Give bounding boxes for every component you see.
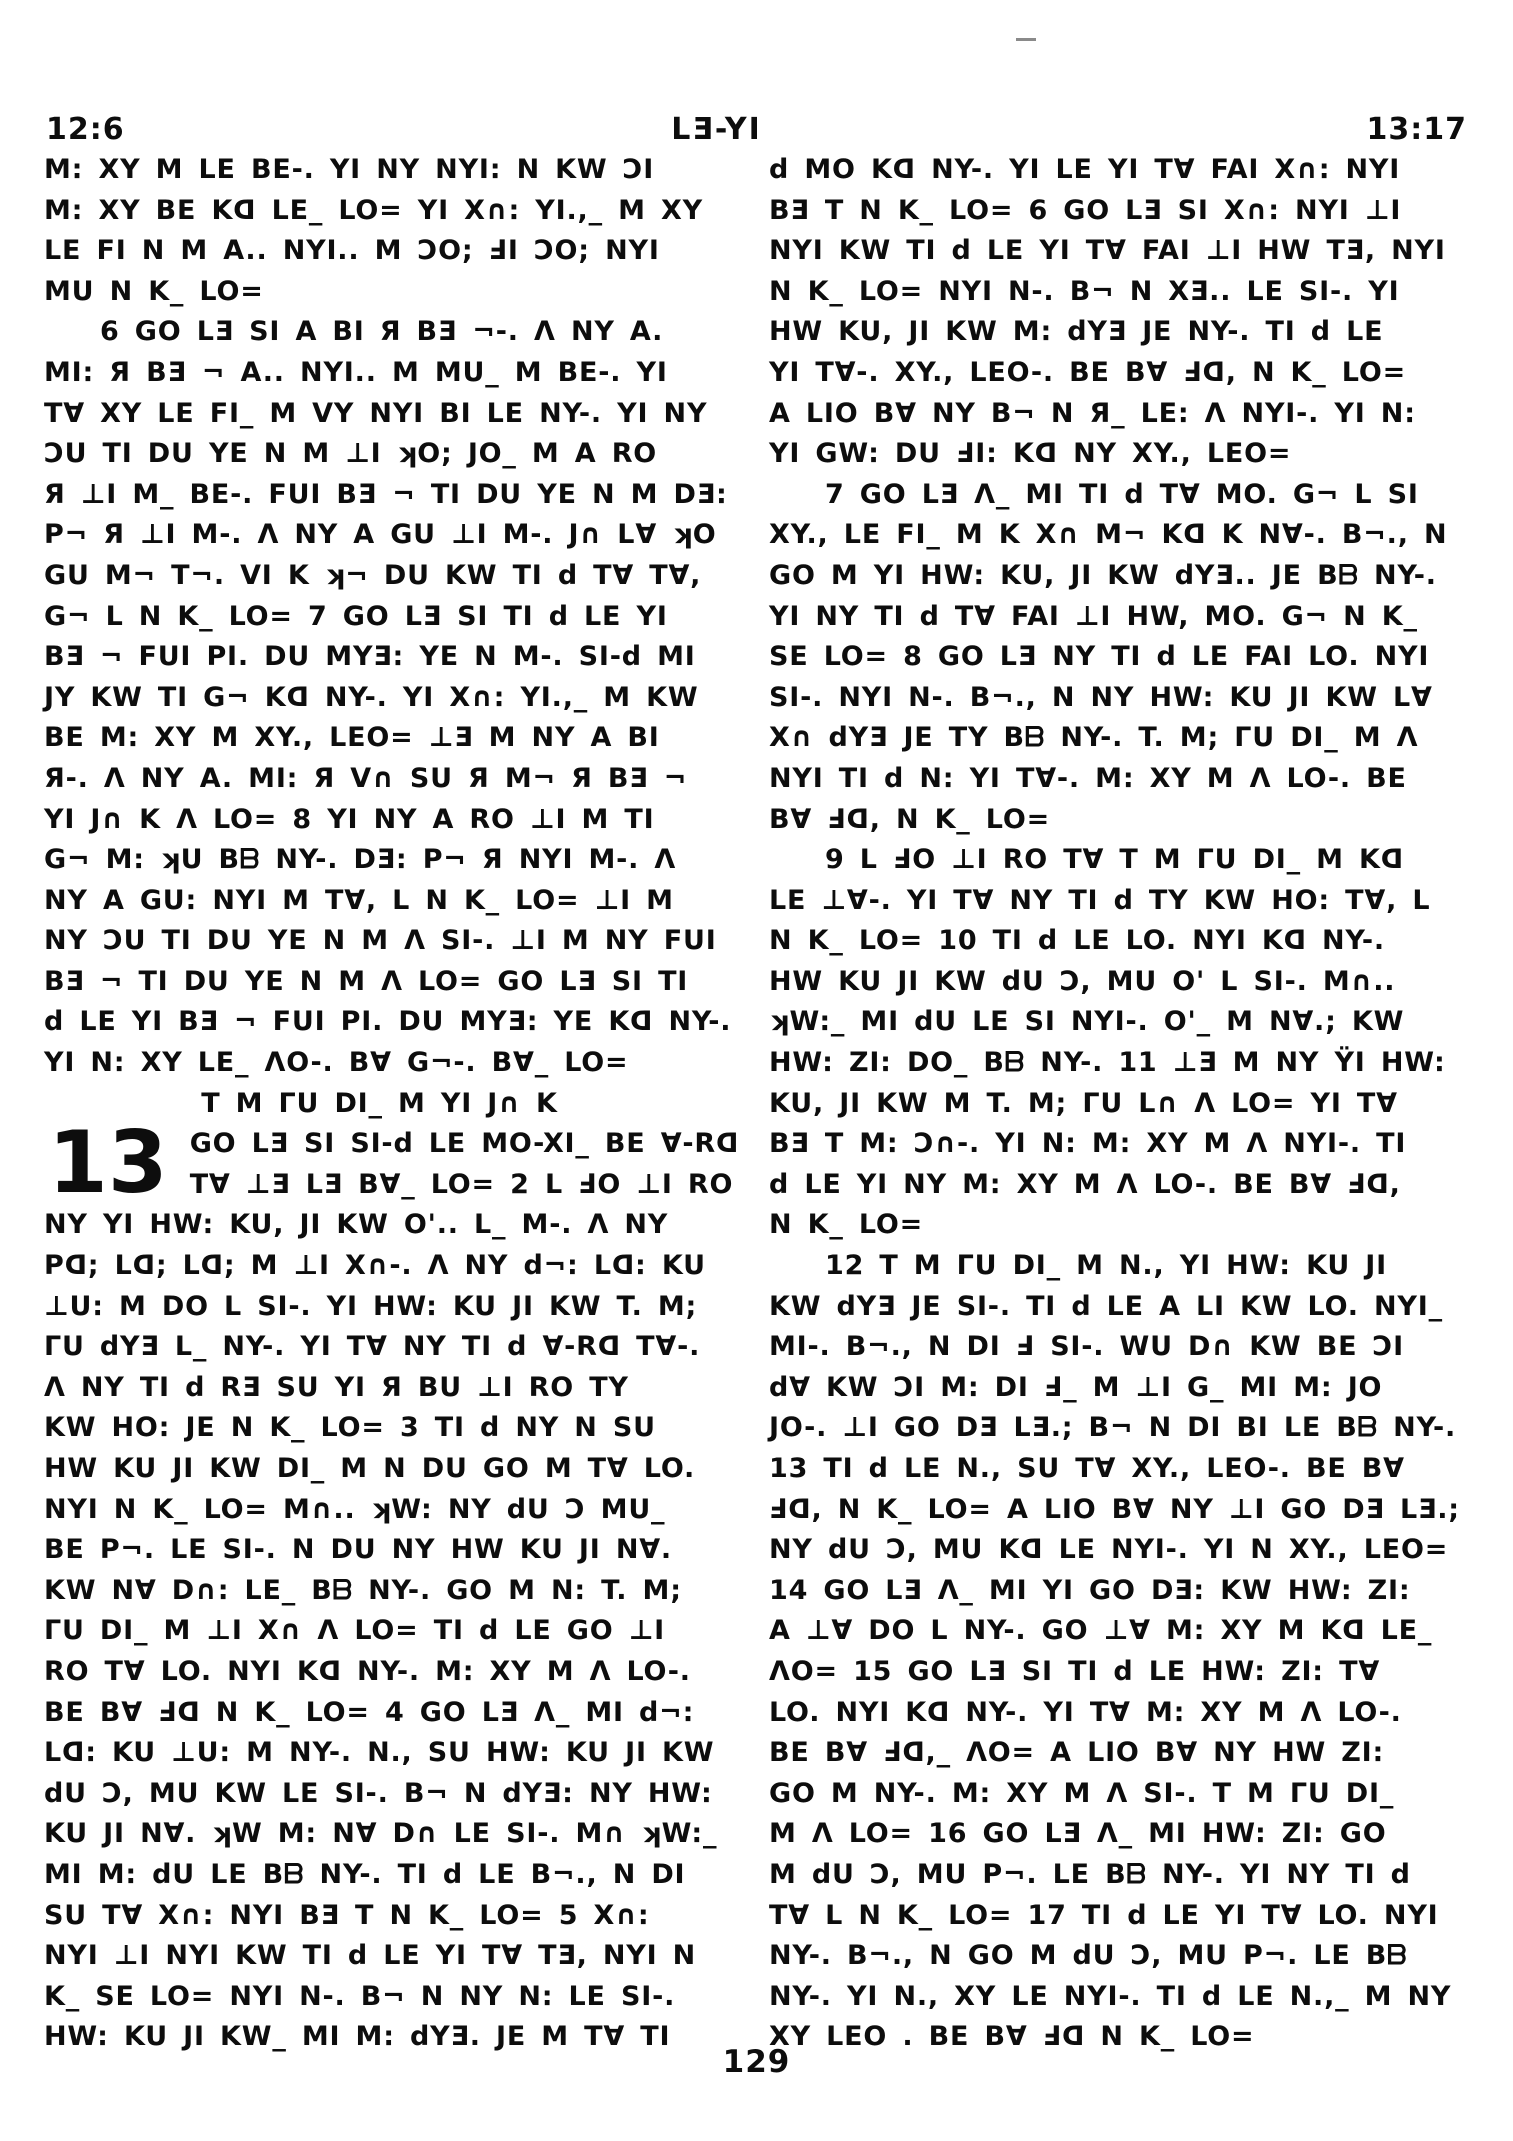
text-line: LE ⊥∀-. YI T∀ NY TI d TY KW HO: T∀, L: [769, 884, 1431, 916]
left-column: [44, 150, 745, 2058]
text-line: YI GW: DU ℲI: Kᗡ NY XY., LEO=: [769, 438, 1292, 470]
section-heading: T M ΓU DI_ M YI J∩ K: [201, 1087, 558, 1119]
text-line: HW KU JI KW dU Ɔ, MU O' L SI-. M∩..: [769, 965, 1396, 997]
text-line: M Λ LO= 16 GO LƎ Λ_ MI HW: ZI: GO: [769, 1818, 1387, 1850]
text-line: RO T∀ LO. NYI Kᗡ NY-. M: XY M Λ LO-.: [44, 1655, 691, 1687]
text-line: BƎ T M: Ɔ∩-. YI N: M: XY M Λ NYI-. TI: [769, 1128, 1407, 1160]
text-line: P¬ Я ⊥I M-. Λ NY A GU ⊥I M-. J∩ L∀ ʞO: [44, 519, 717, 551]
text-line: MI M: dU LE Bᗷ NY-. TI d LE B¬., N DI: [44, 1858, 686, 1890]
book-title: LƎ-YI: [671, 112, 762, 147]
text-line: N K_ LO= 10 TI d LE LO. NYI Kᗡ NY-.: [769, 925, 1385, 957]
text-line: MI-. B¬., N DI Ⅎ SI-. WU D∩ KW BE ƆI: [769, 1331, 1404, 1363]
text-line: 13 TI d LE N., SU T∀ XY., LEO-. BE B∀: [769, 1453, 1405, 1484]
text-line: Ⅎᗡ, N K_ LO= A LIO B∀ NY ⊥I GO DƎ LƎ.;: [769, 1493, 1460, 1525]
text-line: 6 GO LƎ SI A BI Я BƎ ¬-. Λ NY A.: [100, 316, 664, 348]
text-line: NY-. YI N., XY LE NYI-. TI d LE N.,_ M NY: [769, 1980, 1452, 2012]
text-line: A ⊥∀ DO L NY-. GO ⊥∀ M: XY M Kᗡ LE_: [769, 1615, 1433, 1647]
text-line: HW: ZI: DO_ Bᗷ NY-. 11 ⊥Ǝ M NY ŸI HW:: [769, 1047, 1446, 1079]
text-line: 9 L ℲO ⊥I RO T∀ T M ΓU DI_ M Kᗡ: [825, 844, 1404, 876]
text-line: 12 T M ΓU DI_ M N., YI HW: KU JI: [825, 1250, 1387, 1282]
left-column-upper-lines: [44, 150, 745, 1124]
text-line: NYI TI d N: YI T∀-. M: XY M Λ LO-. BE: [769, 762, 1407, 794]
text-line: M: XY BE Kᗡ LE_ LO= YI X∩: YI.,_ M XY: [44, 194, 703, 226]
text-line: LE FI N M A.. NYI.. M ƆO; ℲI ƆO; NYI: [44, 235, 660, 267]
text-line: ΓU DI_ M ⊥I X∩ Λ LO= TI d LE GO ⊥I: [44, 1615, 666, 1647]
text-line: Я ⊥I M_ BE-. FUI BƎ ¬ TI DU YE N M DƎ:: [44, 478, 728, 510]
header-left-reference: 12:6: [46, 112, 125, 147]
text-line: GO M NY-. M: XY M Λ SI-. T M ΓU DI_: [769, 1777, 1395, 1809]
text-line: K_ SE LO= NYI N-. B¬ N NY N: LE SI-.: [44, 1980, 676, 2012]
text-line: GU M¬ T¬. VI K ʞ¬ DU KW TI d T∀ T∀,: [44, 559, 702, 591]
text-line: KW dYƎ JE SI-. TI d LE A LI KW LO. NYI_: [769, 1290, 1443, 1322]
text-line: MU N K_ LO=: [44, 275, 264, 307]
text-line: YI N: XY LE_ ΛO-. B∀ G¬-. B∀_ LO=: [44, 1047, 629, 1079]
text-line: XY., LE FI_ M K X∩ M¬ Kᗡ K N∀-. B¬., N: [769, 519, 1448, 551]
text-line: d MO Kᗡ NY-. YI LE YI T∀ FAI X∩: NYI: [769, 154, 1401, 185]
page-number: 129: [722, 2044, 791, 2080]
text-line: NYI KW TI d LE YI T∀ FAI ⊥I HW TƎ, NYI: [769, 235, 1446, 267]
text-line: ʞW:_ MI dU LE SI NYI-. O'_ M N∀.; KW: [769, 1006, 1405, 1038]
text-line: Lᗡ: KU ⊥U: M NY-. N., SU HW: KU JI KW: [44, 1737, 715, 1769]
text-line: BƎ ¬ TI DU YE N M Λ LO= GO LƎ SI TI: [44, 965, 689, 997]
text-line: N K_ LO=: [769, 1209, 924, 1241]
text-line: SU T∀ X∩: NYI BƎ T N K_ LO= 5 X∩:: [44, 1899, 650, 1931]
text-line: YI NY TI d T∀ FAI ⊥I HW, MO. G¬ N K_: [769, 600, 1418, 632]
text-line: B∀ Ⅎᗡ, N K_ LO=: [769, 803, 1051, 835]
text-line: BE M: XY M XY., LEO= ⊥Ǝ M NY A BI: [44, 722, 660, 754]
text-line: KU JI N∀. ʞW M: N∀ D∩ LE SI-. M∩ ʞW:_: [44, 1818, 718, 1850]
right-column: [769, 150, 1470, 2058]
text-line: ΛO= 15 GO LƎ SI TI d LE HW: ZI: T∀: [769, 1655, 1381, 1687]
text-line: T∀ ⊥Ǝ LƎ B∀_ LO= 2 L ℲO ⊥I RO: [189, 1168, 734, 1200]
text-line: LO. NYI Kᗡ NY-. YI T∀ M: XY M Λ LO-.: [769, 1696, 1402, 1728]
text-line: GO LƎ SI SI-d LE MO-XI_ BE ∀-Rᗡ: [189, 1128, 740, 1160]
text-line: BƎ T N K_ LO= 6 GO LƎ SI X∩: NYI ⊥I: [769, 194, 1402, 226]
text-line: KU, JI KW M T. M; ΓU L∩ Λ LO= YI T∀: [769, 1087, 1398, 1119]
text-line: T∀ XY LE FI_ M VY NYI BI LE NY-. YI NY: [44, 397, 708, 429]
text-line: YI T∀-. XY., LEO-. BE B∀ Ⅎᗡ, N K_ LO=: [769, 356, 1406, 388]
text-line: M dU Ɔ, MU P¬. LE Bᗷ NY-. YI NY TI d: [769, 1858, 1411, 1890]
text-line: ΓU dYƎ L_ NY-. YI T∀ NY TI d ∀-Rᗡ T∀-.: [44, 1331, 701, 1363]
text-line: N K_ LO= NYI N-. B¬ N XƎ.. LE SI-. YI: [769, 275, 1400, 307]
text-line: KW HO: JE N K_ LO= 3 TI d NY N SU: [44, 1412, 656, 1444]
text-line: NY-. B¬., N GO M dU Ɔ, MU P¬. LE Bᗷ: [769, 1940, 1408, 1972]
text-line: 7 GO LƎ Λ_ MI TI d T∀ MO. G¬ L SI: [825, 478, 1419, 510]
text-line: Λ NY TI d RƎ SU YI Я BU ⊥I RO TY: [44, 1371, 629, 1403]
text-line: KW N∀ D∩: LE_ Bᗷ NY-. GO M N: T. M;: [44, 1574, 682, 1606]
text-line: dU Ɔ, MU KW LE SI-. B¬ N dYƎ: NY HW:: [44, 1777, 713, 1809]
text-line: Pᗡ; Lᗡ; Lᗡ; M ⊥I X∩-. Λ NY d¬: Lᗡ: KU: [44, 1250, 706, 1282]
text-line: d∀ KW ƆI M: DI Ⅎ_ M ⊥I G_ MI M: JO: [769, 1371, 1383, 1403]
text-line: d LE YI NY M: XY M Λ LO-. BE B∀ Ⅎᗡ,: [769, 1168, 1401, 1200]
text-line: JY KW TI G¬ Kᗡ NY-. YI X∩: YI.,_ M KW: [44, 681, 699, 713]
text-line: HW: KU JI KW_ MI M: dYƎ. JE M T∀ TI: [44, 2021, 671, 2053]
left-column-lower-lines: [44, 1205, 745, 2057]
page-body: [44, 150, 1470, 2058]
text-line: NY A GU: NYI M T∀, L N K_ LO= ⊥I M: [44, 884, 674, 916]
text-line: M: XY M LE BE-. YI NY NYI: N KW ƆI: [44, 154, 655, 185]
text-line: JO-. ⊥I GO DƎ LƎ.; B¬ N DI BI LE Bᗷ NY-.: [769, 1412, 1457, 1444]
right-column-lines: [769, 150, 1470, 2058]
text-line: HW KU JI KW DI_ M N DU GO M T∀ LO.: [44, 1453, 696, 1484]
chapter-number: 13: [48, 1113, 168, 1214]
text-line: X∩ dYƎ JE TY Bᗷ NY-. T. M; ΓU DI_ M Λ: [769, 722, 1419, 754]
text-line: d LE YI BƎ ¬ FUI PI. DU MYƎ: YE Kᗡ NY-.: [44, 1006, 732, 1038]
text-line: NY YI HW: KU, JI KW O'.. L_ M-. Λ NY: [44, 1209, 669, 1241]
text-line: G¬ M: ʞU Bᗷ NY-. DƎ: P¬ Я NYI M-. Λ: [44, 844, 677, 876]
text-line: MI: Я BƎ ¬ A.. NYI.. M MU_ M BE-. YI: [44, 356, 668, 388]
text-line: BE B∀ Ⅎᗡ,_ ΛO= A LIO B∀ NY HW ZI:: [769, 1737, 1385, 1769]
text-line: GO M YI HW: KU, JI KW dYƎ.. JE Bᗷ NY-.: [769, 559, 1437, 591]
text-line: Я-. Λ NY A. MI: Я V∩ SU Я M¬ Я BƎ ¬: [44, 762, 688, 794]
text-line: T∀ L N K_ LO= 17 TI d LE YI T∀ LO. NYI: [769, 1899, 1439, 1931]
text-line: A LIO B∀ NY B¬ N Я_ LE: Λ NYI-. YI N:: [769, 397, 1416, 429]
header-right-reference: 13:17: [1366, 112, 1467, 147]
text-line: ƆU TI DU YE N M ⊥I ʞO; JO_ M A RO: [44, 438, 658, 470]
scan-artifact: [1016, 38, 1036, 41]
text-line: G¬ L N K_ LO= 7 GO LƎ SI TI d LE YI: [44, 600, 668, 632]
text-line: XY LEO . BE B∀ Ⅎᗡ N K_ LO=: [769, 2021, 1255, 2053]
text-line: SI-. NYI N-. B¬., N NY HW: KU JI KW L∀: [769, 681, 1433, 713]
page-header: [46, 112, 1467, 152]
text-line: BE B∀ Ⅎᗡ N K_ LO= 4 GO LƎ Λ_ MI d¬:: [44, 1696, 695, 1728]
text-line: NY ƆU TI DU YE N M Λ SI-. ⊥I M NY FUI: [44, 925, 717, 957]
text-line: NY dU Ɔ, MU Kᗡ LE NYI-. YI N XY., LEO=: [769, 1534, 1449, 1566]
text-line: SE LO= 8 GO LƎ NY TI d LE FAI LO. NYI: [769, 641, 1430, 673]
text-line: ⊥U: M DO L SI-. YI HW: KU JI KW T. M;: [44, 1290, 698, 1322]
text-line: NYI ⊥I NYI KW TI d LE YI T∀ TƎ, NYI N: [44, 1940, 697, 1972]
text-line: YI J∩ K Λ LO= 8 YI NY A RO ⊥I M TI: [44, 803, 655, 835]
text-line: NYI N K_ LO= M∩.. ʞW: NY dU Ɔ MU_: [44, 1493, 666, 1525]
text-line: BƎ ¬ FUI PI. DU MYƎ: YE N M-. SI-d MI: [44, 641, 696, 673]
text-line: BE P¬. LE SI-. N DU NY HW KU JI N∀.: [44, 1534, 672, 1566]
text-line: 14 GO LƎ Λ_ MI YI GO DƎ: KW HW: ZI:: [769, 1574, 1411, 1606]
text-line: HW KU, JI KW M: dYƎ JE NY-. TI d LE: [769, 316, 1384, 348]
chapter-13-block: [44, 1113, 745, 1214]
